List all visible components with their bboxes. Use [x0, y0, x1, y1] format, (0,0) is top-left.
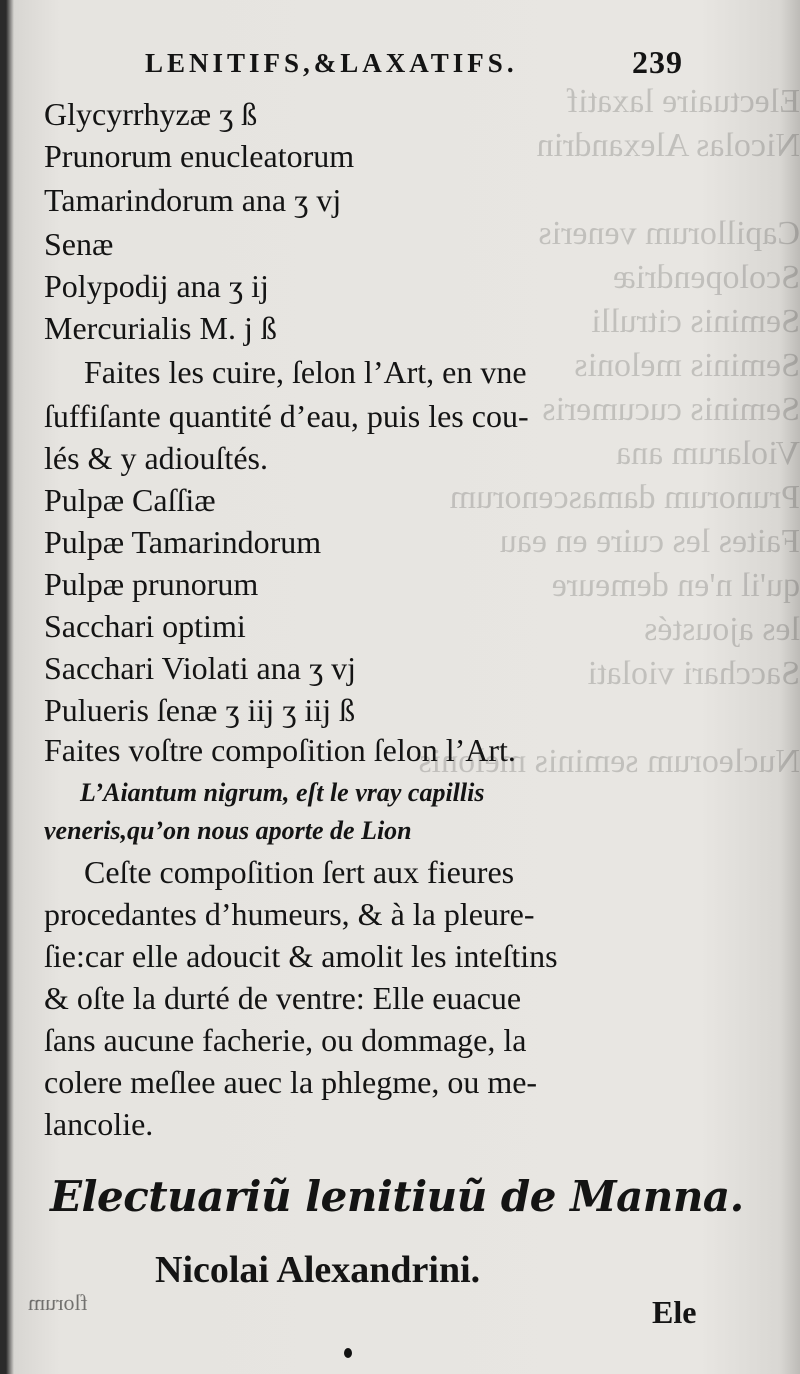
text-line: Glycyrrhyzæ ʒ ß: [44, 96, 258, 132]
text-line: lés & y adiouſtés.: [44, 440, 268, 476]
page-header: [145, 40, 725, 90]
italic-note: L’Aiantum nigrum, eſt le vray capillis: [80, 778, 485, 807]
running-title: LENITIFS,&LAXATIFS.: [145, 48, 518, 78]
text-line: Sacchari Violati ana ʒ vj: [44, 650, 357, 686]
paragraph-line: lancolie.: [44, 1106, 154, 1142]
show-through-text: Electuaire laxatif Nicolas Alexandrin Capillorum veneris Scolopendriæ Seminis citrulli Seminis melonis Seminis cucumeris Violarum ana Prunorum damascenorum Faites les cuire en eau qu'il n'en demeure les ajoustés Sacchari violati Nucleorum seminis melonis: [418, 83, 800, 780]
catchword: Ele: [652, 1294, 697, 1330]
text-line: ſuffiſante quantité d’eau, puis les cou-: [44, 398, 529, 434]
text-line: Pulpæ Caſſiæ: [44, 482, 216, 518]
text-line: Pulpæ Tamarindorum: [44, 524, 322, 560]
section-title: Electuariũ lenitiuũ de Manna.: [50, 1172, 744, 1221]
text-line: Polypodij ana ʒ ij: [44, 268, 269, 304]
text-line: Faites voſtre compoſition ſelon l’Art.: [44, 732, 516, 768]
paragraph-line: colere meſlee auec la phlegme, ou me-: [44, 1064, 538, 1100]
text-line: Senæ: [44, 226, 114, 262]
text-line: Pulpæ prunorum: [44, 566, 259, 602]
text-line: Faites les cuire, ſelon l’Art, en vne: [84, 354, 527, 390]
text-line: Prunorum enucleatorum: [44, 138, 355, 174]
paragraph-line: Ceſte compoſition ſert aux fieures: [84, 854, 515, 890]
text-line: Mercurialis M. j ß: [44, 310, 277, 346]
paragraph-line: ſans aucune facherie, ou dommage, la: [44, 1022, 527, 1058]
signature-mark: florum: [28, 1290, 88, 1315]
paragraph-line: procedantes d’humeurs, & à la pleure-: [44, 896, 535, 932]
text-line: Sacchari optimi: [44, 608, 246, 644]
paragraph-line: & oſte la durté de ventre: Elle euacue: [44, 980, 522, 1016]
ink-dot: [344, 1348, 352, 1358]
text-line: Pulueris ſenæ ʒ iij ʒ iij ß: [44, 692, 356, 728]
text-line: Tamarindorum ana ʒ vj: [44, 182, 342, 218]
paragraph-line: ſie:car elle adoucit & amolit les inteſtins: [44, 938, 558, 974]
page-number: 239: [632, 44, 683, 80]
italic-note: veneris,qu’on nous aporte de Lion: [44, 816, 412, 845]
section-subtitle: Nicolai Alexandrini.: [155, 1249, 481, 1291]
